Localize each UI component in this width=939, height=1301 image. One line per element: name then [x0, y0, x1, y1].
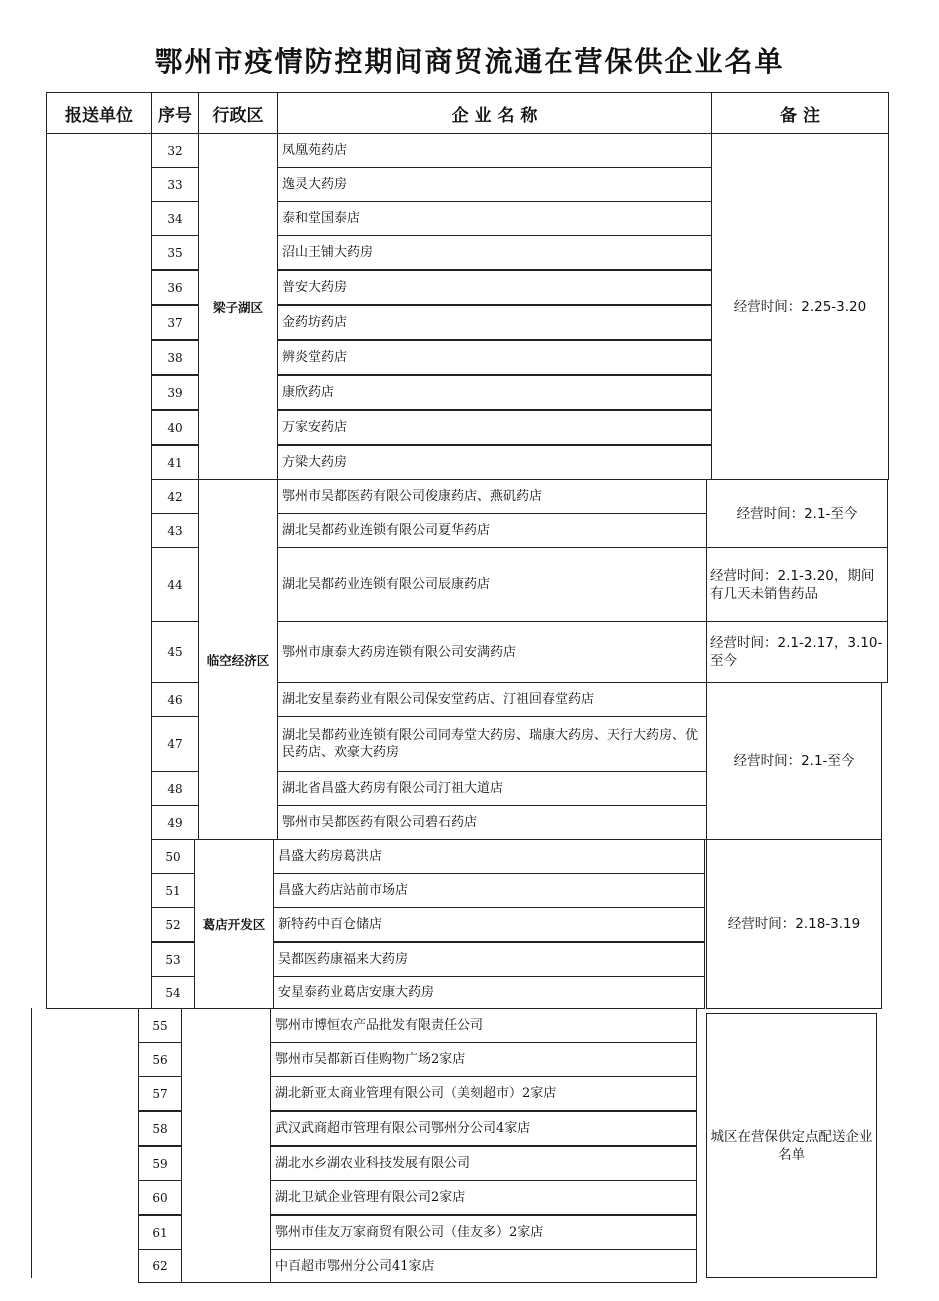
- seq-cell: 45: [151, 621, 199, 683]
- seq-cell: 59: [138, 1146, 182, 1181]
- seq-cell: 40: [151, 410, 199, 445]
- seq-cell: 48: [151, 771, 199, 806]
- seq-cell: 47: [151, 716, 199, 772]
- company-name-cell: 安星泰药业葛店安康大药房: [273, 976, 705, 1009]
- header-reporting-unit: 报送单位: [46, 92, 152, 134]
- seq-cell: 52: [151, 907, 195, 942]
- company-name-cell: 鄂州市吴都新百佳购物广场2家店: [270, 1042, 697, 1077]
- company-name-cell: 鄂州市吴都医药有限公司碧石药店: [277, 805, 707, 840]
- district-cell: 临空经济区: [198, 479, 278, 840]
- company-name-cell: 湖北省昌盛大药房有限公司汀祖大道店: [277, 771, 707, 806]
- seq-cell: 44: [151, 547, 199, 622]
- header-company-name: 企 业 名 称: [277, 92, 712, 134]
- company-name-cell: 鄂州市博恒农产品批发有限责任公司: [270, 1008, 697, 1043]
- company-name-cell: 鄂州市康泰大药房连锁有限公司安满药店: [277, 621, 707, 683]
- company-name-cell: 湖北水乡湖农业科技发展有限公司: [270, 1146, 697, 1181]
- seq-cell: 41: [151, 445, 199, 480]
- company-name-cell: 中百超市鄂州分公司41家店: [270, 1249, 697, 1283]
- company-name-cell: 普安大药房: [277, 270, 712, 305]
- company-name-cell: 湖北吴都药业连锁有限公司辰康药店: [277, 547, 707, 622]
- seq-cell: 51: [151, 873, 195, 908]
- company-name-cell: 沼山王铺大药房: [277, 235, 712, 270]
- seq-cell: 49: [151, 805, 199, 840]
- company-name-cell: 泰和堂国泰店: [277, 201, 712, 236]
- seq-cell: 42: [151, 479, 199, 514]
- seq-cell: 58: [138, 1111, 182, 1146]
- district-cell: 梁子湖区: [198, 133, 278, 480]
- seq-cell: 53: [151, 942, 195, 977]
- company-name-cell: 昌盛大药店站前市场店: [273, 873, 705, 908]
- seq-cell: 60: [138, 1180, 182, 1215]
- company-name-cell: 康欣药店: [277, 375, 712, 410]
- company-name-cell: 湖北安星泰药业有限公司保安堂药店、汀祖回春堂药店: [277, 682, 707, 717]
- remarks-cell: 经营时间：2.1-至今: [706, 682, 882, 840]
- seq-cell: 54: [151, 976, 195, 1009]
- remarks-cell: 城区在营保供定点配送企业名单: [706, 1013, 877, 1278]
- company-name-cell: 凤凰苑药店: [277, 133, 712, 168]
- company-name-cell: 武汉武商超市管理有限公司鄂州分公司4家店: [270, 1111, 697, 1146]
- seq-cell: 62: [138, 1249, 182, 1283]
- seq-cell: 55: [138, 1008, 182, 1043]
- company-name-cell: 鄂州市吴都医药有限公司俊康药店、燕矶药店: [277, 479, 707, 514]
- seq-cell: 43: [151, 513, 199, 548]
- seq-cell: 50: [151, 839, 195, 874]
- company-name-cell: 湖北新亚太商业管理有限公司（美刻超市）2家店: [270, 1076, 697, 1111]
- seq-cell: 35: [151, 235, 199, 270]
- company-name-cell: 方梁大药房: [277, 445, 712, 480]
- remarks-cell: 经营时间：2.1-3.20，期间有几天未销售药品: [706, 547, 888, 622]
- remarks-cell: 经营时间：2.1-2.17，3.10-至今: [706, 621, 888, 683]
- page-title: 鄂州市疫情防控期间商贸流通在营保供企业名单: [154, 45, 785, 78]
- seq-cell: 57: [138, 1076, 182, 1111]
- reporting-unit-cell: [46, 133, 152, 1009]
- seq-cell: 38: [151, 340, 199, 375]
- seq-cell: 36: [151, 270, 199, 305]
- seq-cell: 34: [151, 201, 199, 236]
- company-name-cell: 吴都医药康福来大药房: [273, 942, 705, 977]
- remarks-cell: 经营时间：2.1-至今: [706, 479, 888, 548]
- company-name-cell: 鄂州市佳友万家商贸有限公司（佳友多）2家店: [270, 1215, 697, 1250]
- district-cell: 葛店开发区: [194, 839, 274, 1009]
- company-name-cell: 昌盛大药房葛洪店: [273, 839, 705, 874]
- remarks-cell: 经营时间：2.18-3.19: [706, 839, 882, 1009]
- left-border-line: [31, 1008, 32, 1278]
- company-name-cell: 湖北吴都药业连锁有限公司夏华药店: [277, 513, 707, 548]
- company-name-cell: 逸灵大药房: [277, 167, 712, 202]
- seq-cell: 46: [151, 682, 199, 717]
- seq-cell: 56: [138, 1042, 182, 1077]
- company-name-cell: 湖北卫斌企业管理有限公司2家店: [270, 1180, 697, 1215]
- company-name-cell: 湖北吴都药业连锁有限公司同寿堂大药房、瑞康大药房、天行大药房、优民药店、欢豪大药房: [277, 716, 707, 772]
- header-district: 行政区: [198, 92, 278, 134]
- seq-cell: 61: [138, 1215, 182, 1250]
- seq-cell: 32: [151, 133, 199, 168]
- seq-cell: 33: [151, 167, 199, 202]
- header-seq: 序号: [151, 92, 199, 134]
- seq-cell: 39: [151, 375, 199, 410]
- seq-cell: 37: [151, 305, 199, 340]
- company-name-cell: 万家安药店: [277, 410, 712, 445]
- company-name-cell: 金药坊药店: [277, 305, 712, 340]
- district-cell: [181, 1008, 271, 1283]
- company-name-cell: 辨炎堂药店: [277, 340, 712, 375]
- company-name-cell: 新特药中百仓储店: [273, 907, 705, 942]
- remarks-cell: 经营时间：2.25-3.20: [711, 133, 889, 480]
- header-remarks: 备 注: [711, 92, 889, 134]
